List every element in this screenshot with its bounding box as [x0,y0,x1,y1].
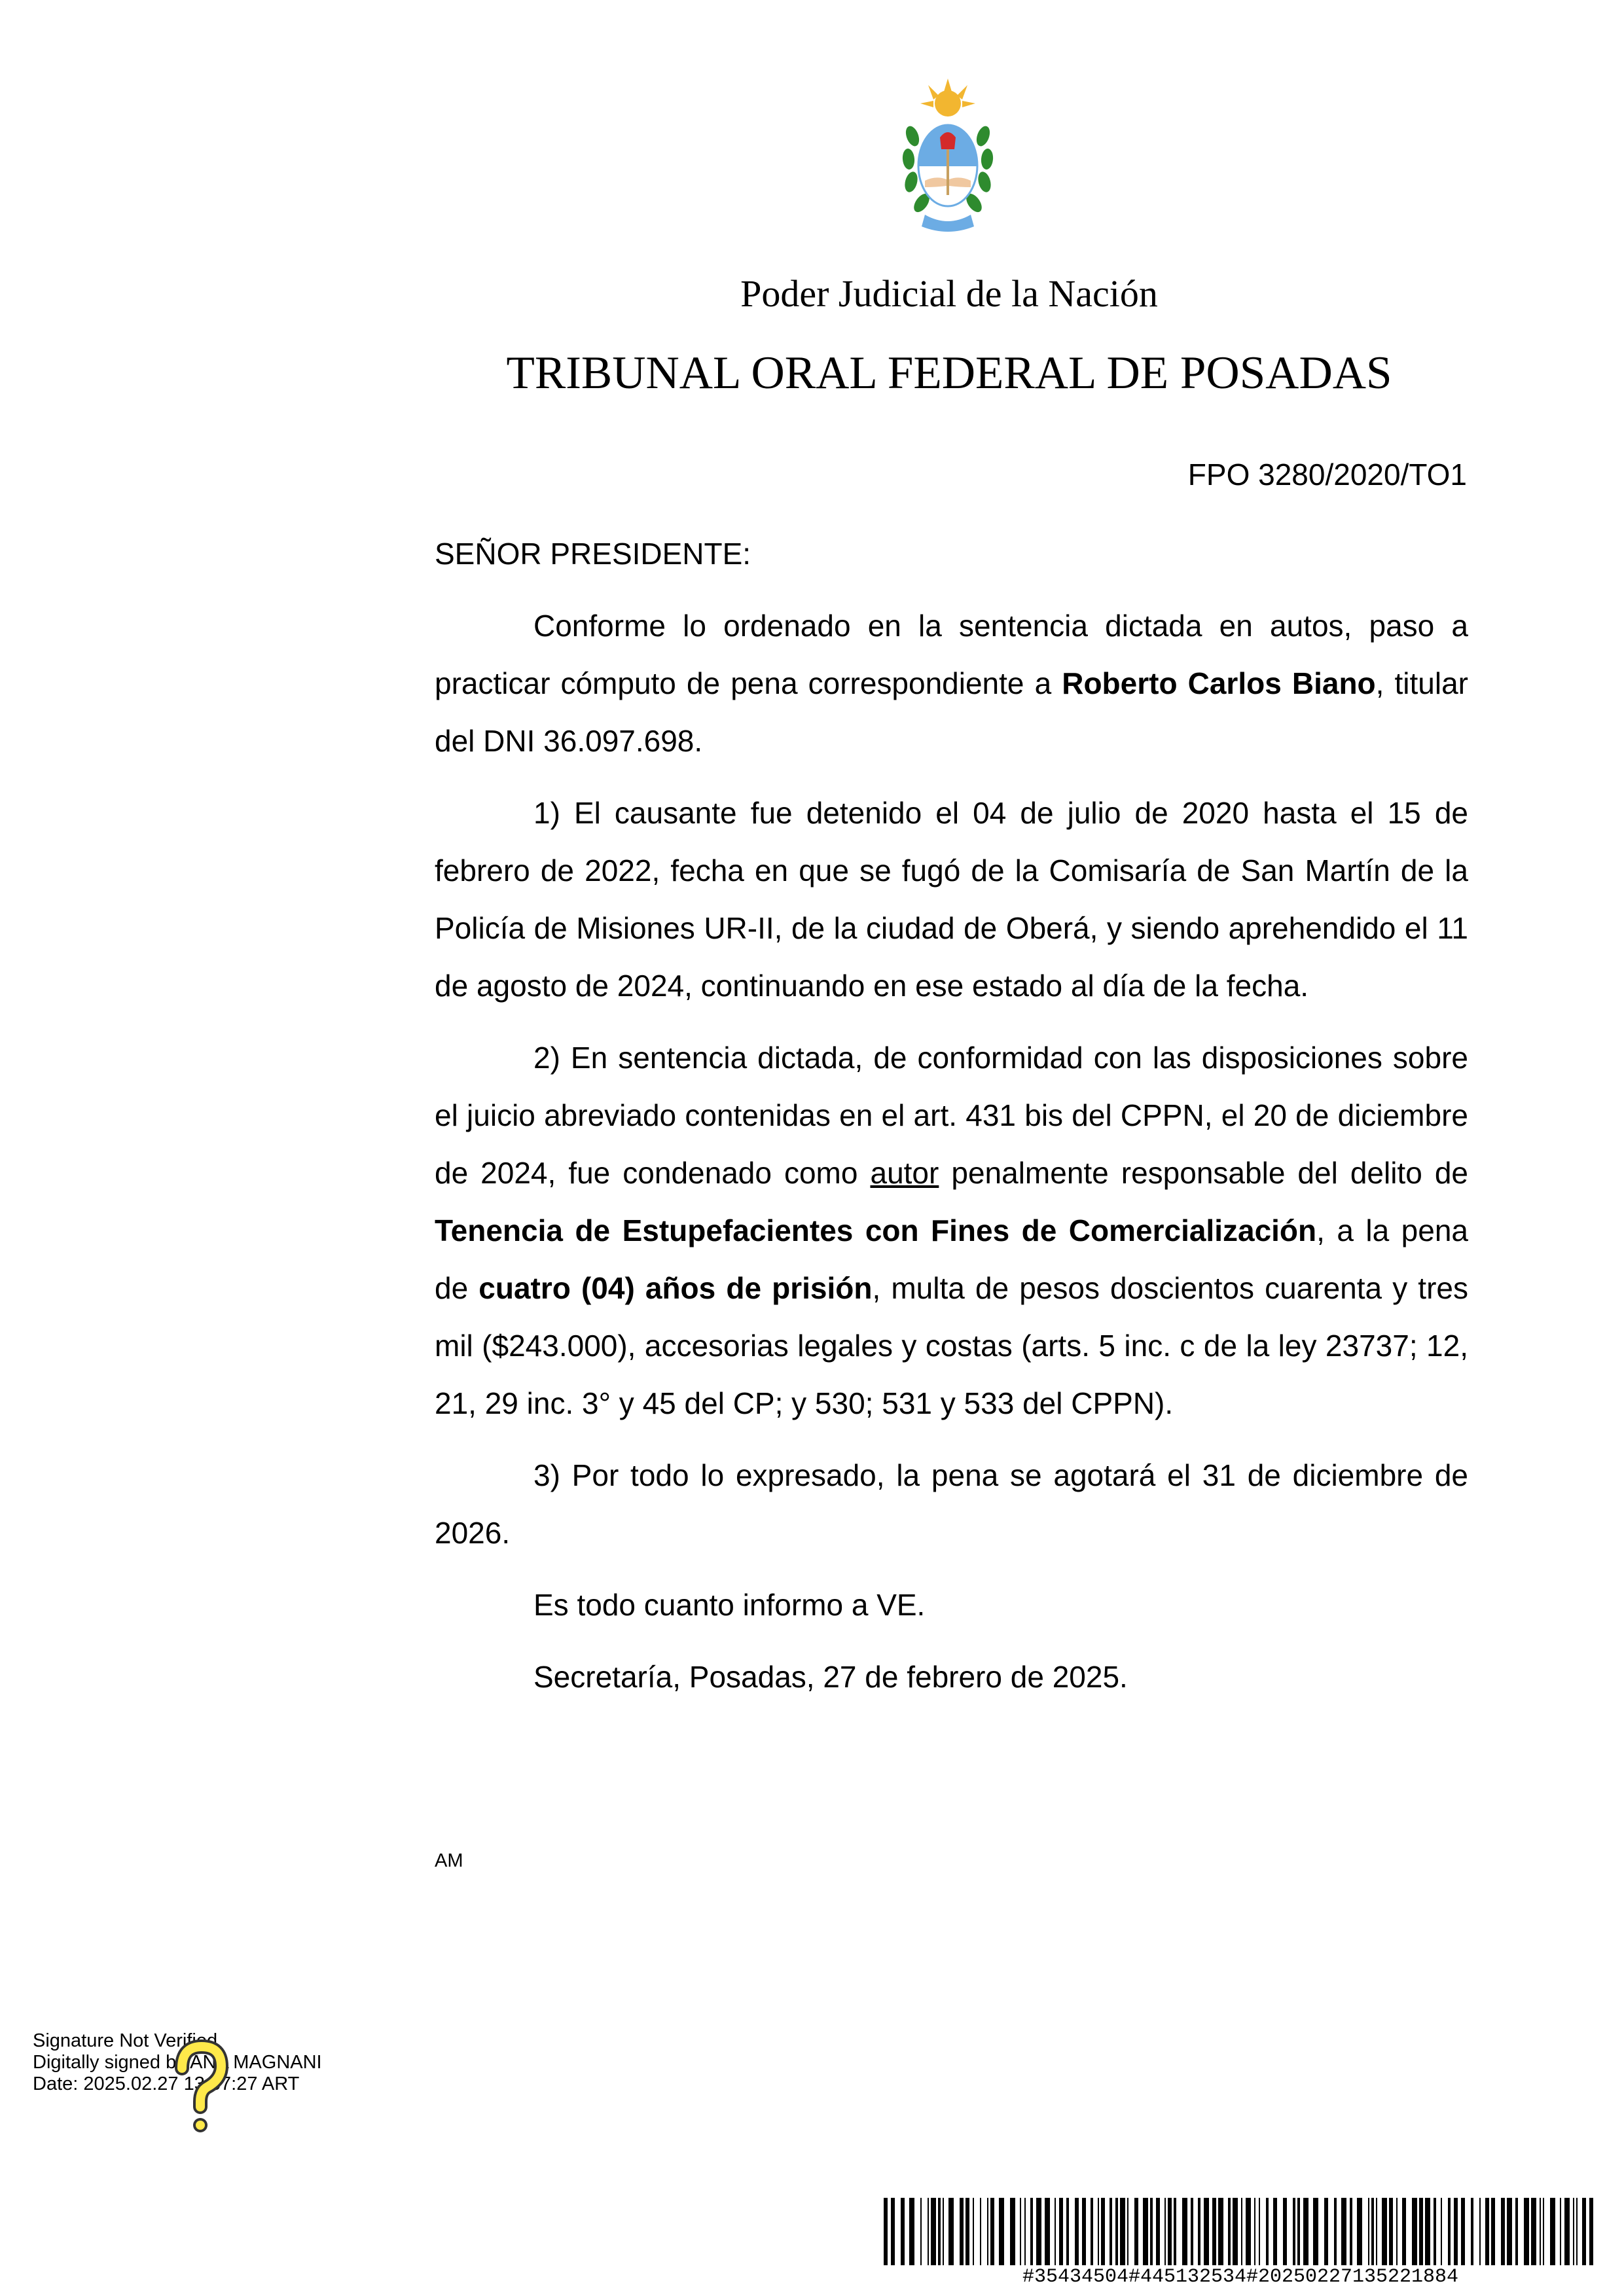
report-body [435,525,1468,1720]
signature-signer: Digitally signed by ANA MAGNANI [33,2052,322,2073]
paragraph-detention: 1) El causante fue detenido el 04 de julio de 2020 hasta el 15 de febrero de 2022, fecha en que se fugó de la Comisaría de San Martín de la Policía de Misiones UR-II, de la ciudad de Oberá, y siendo aprehendido el 11 de agosto de 2024, continuando en ese estado al día de la fecha. [435,796,1468,1003]
court-name: TRIBUNAL ORAL FEDERAL DE POSADAS [506,348,1392,399]
question-mark-icon [164,2039,236,2137]
intro-paragraph: Conforme lo ordenado en la sentencia dictada en autos, paso a practicar cómputo de pena correspondiente a Roberto Carlos Biano, titular del DNI 36.097.698. [435,609,1468,758]
sentence-term: cuatro (04) años de prisión [478,1271,873,1305]
argentina-coat-of-arms-icon [895,77,1000,240]
paragraph-sentence: 2) En sentencia dictada, de conformidad con las disposiciones sobre el juicio abreviado contenidas en el art. 431 bis del CPPN, el 20 de diciembre de 2024, fue condenado como autor penalmente responsable del delito de Tenencia de Estupefacientes con Fines de Comercialización, a la pena de cuatro (04) años de prisión, multa de pesos doscientos cuarenta y tres mil ($243.000), accesorias legales y costas (arts. 5 inc. c de la ley 23737; 12, 21, 29 inc. 3° y 45 del CP; y 530; 531 y 533 del CPPN). [435,1041,1468,1420]
signature-status: Signature Not Verified [33,2030,218,2051]
underlined-autor: autor [870,1156,939,1190]
salutation: SEÑOR PRESIDENTE: [435,537,751,571]
closing-line: Es todo cuanto informo a VE. [533,1588,926,1622]
barcode-number: #35434504#445132534#20250227135221884 [1022,2266,1459,2288]
paragraph-expiration: 3) Por todo lo expresado, la pena se agotará el 31 de diciembre de 2026. [435,1458,1468,1550]
place-date: Secretaría, Posadas, 27 de febrero de 2025. [533,1660,1128,1694]
institution-name: Poder Judicial de la Nación [740,272,1158,315]
defendant-name: Roberto Carlos Biano [1062,666,1376,700]
crime-name: Tenencia de Estupefacientes con Fines de Comercialización [435,1213,1317,1247]
barcode-icon [884,2198,1597,2265]
case-number: FPO 3280/2020/TO1 [1187,457,1467,492]
signature-date: Date: 2025.02.27 13:57:27 ART [33,2073,300,2094]
initials: AM [435,1850,463,1871]
